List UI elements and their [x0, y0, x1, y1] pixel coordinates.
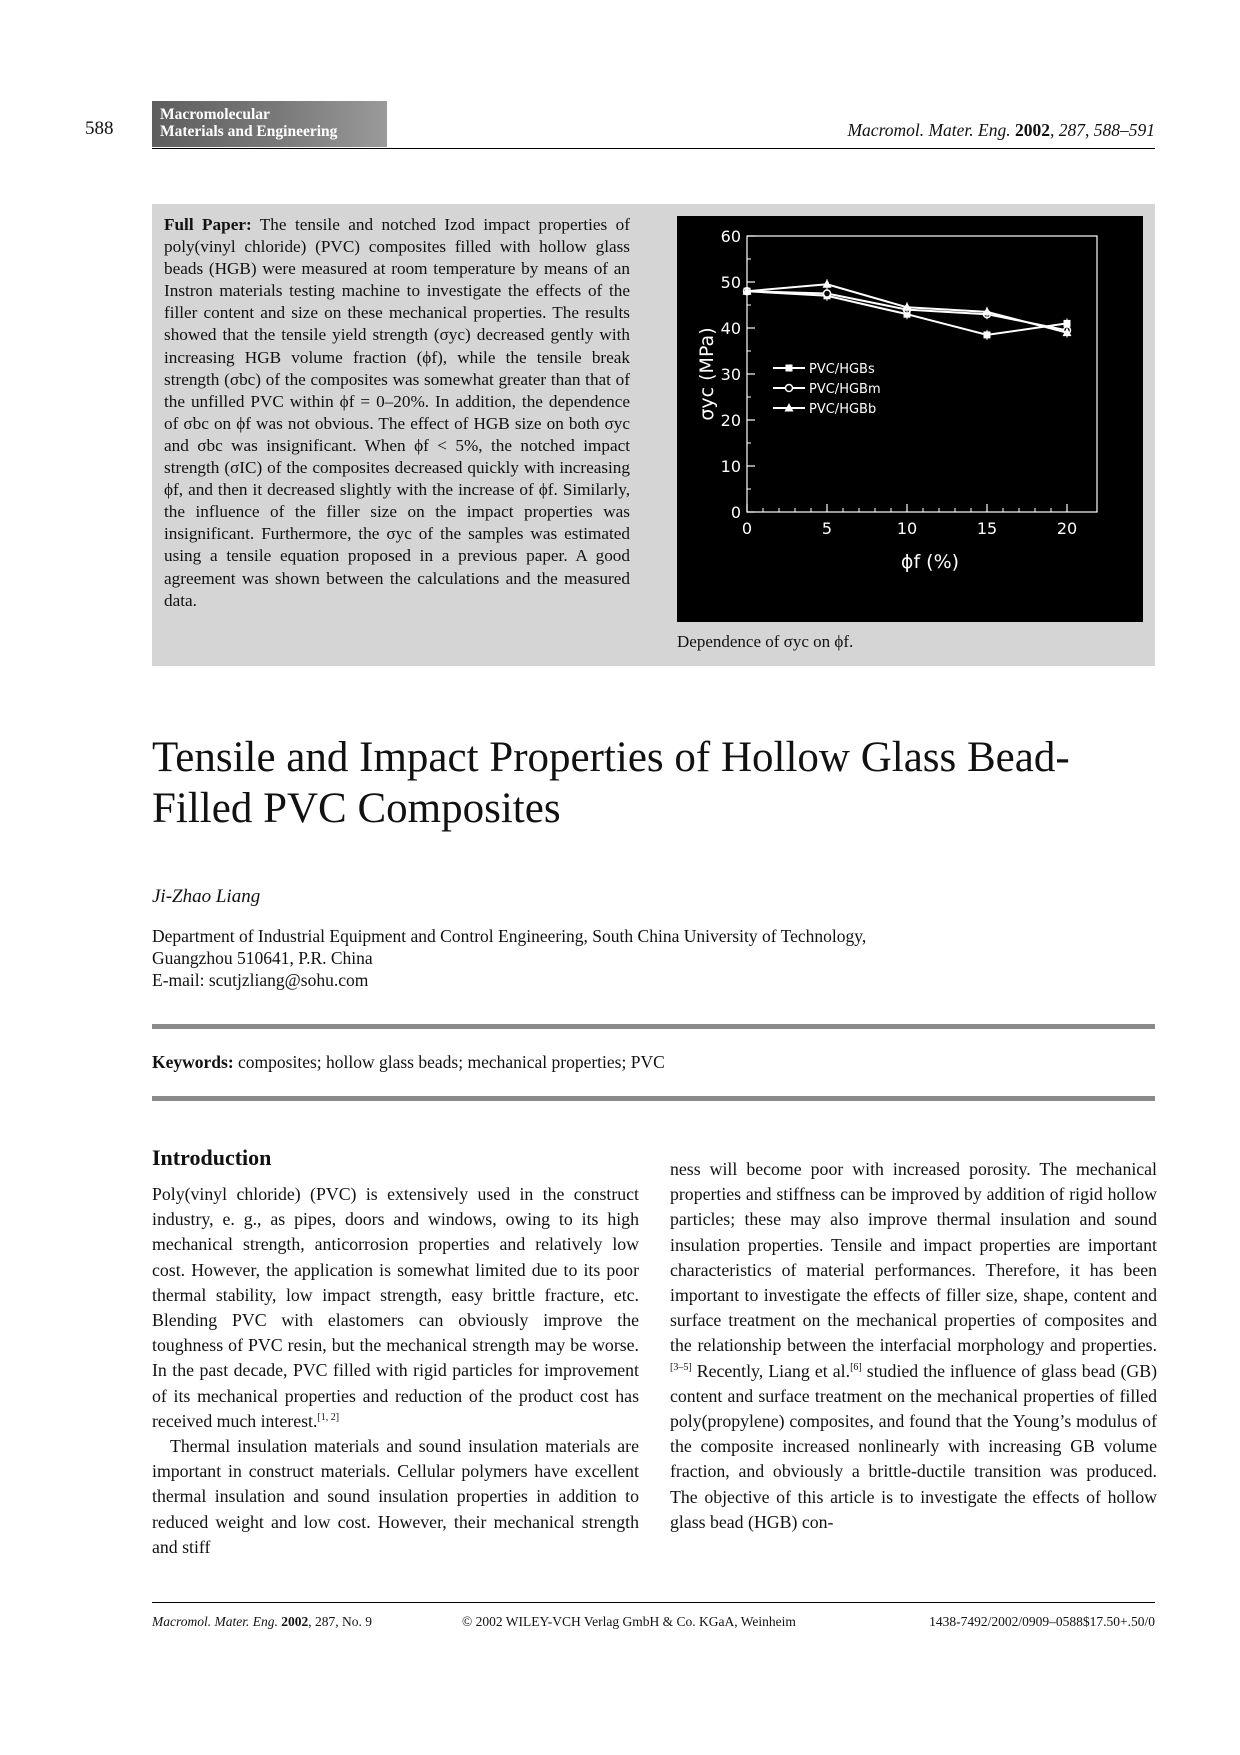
footer-citation — [152, 1614, 372, 1630]
affiliation-line1: Department of Industrial Equipment and Control Engineering, South China University of Technology, — [152, 926, 867, 946]
intro-p2-text-end: studied the influence of glass bead (GB) content and surface treatment on the mechanical properties of filled poly(propylene) composites, and found that the Young’s modulus of the composite increased nonlinearly with increasing GB volume fraction, and obviously a brittle-ductile transition was produced. The objective of this article is to investigate the effects of hollow glass bead (HGB) con- — [670, 1360, 1157, 1532]
abstract-body: The tensile and notched Izod impact properties of poly(vinyl chloride) (PVC) composites filled with hollow glass beads (HGB) were measured at room temperature by means of an Instron materials testing machine to investigate the effects of the filler content and size on these mechanical properties. The results showed that the tensile yield strength (σyc) decreased gently with increasing HGB volume fraction (ϕf), while the tensile break strength (σbc) of the composites was somewhat greater than that of the unfilled PVC within ϕf = 0–20%. In addition, the dependence of σbc on ϕf was not obvious. The effect of HGB size on both σyc and σbc was insignificant. When ϕf < 5%, the notched impact strength (σIC) of the composites decreased quickly with increasing ϕf, and then it decreased slightly with the increase of ϕf. Similarly, the influence of the filler size on the impact properties was insignificant. Furthermore, the σyc of the samples was estimated using a tensile equation proposed in a previous paper. A good agreement was shown between the calculations and the measured data. — [164, 215, 630, 610]
legend-marker — [786, 385, 793, 392]
keywords-text: composites; hollow glass beads; mechanical properties; PVC — [233, 1052, 665, 1072]
keywords-top-rule — [152, 1024, 1155, 1029]
intro-p2-text-part2: ness will become poor with increased porosity. The mechanical properties and stiffness can be improved by addition of rigid hollow particles; these may also improve thermal insulation and sound insulation properties. Tensile and impact properties are important characteristics of material performances. Therefore, it has been important to investigate the effects of filler size, shape, content and surface treatment on the mechanical properties of composites and the relationship between the interfacial morphology and properties. — [670, 1159, 1157, 1356]
author: Ji-Zhao Liang — [152, 886, 261, 907]
x-tick-label: 5 — [821, 519, 833, 538]
data-point — [984, 331, 991, 338]
figure-caption: Dependence of σyc on ϕf. — [677, 632, 854, 651]
x-tick-label: 15 — [976, 519, 998, 538]
y-tick-label: 0 — [730, 503, 741, 522]
plot-area — [747, 236, 1097, 512]
y-axis-label: σyc (MPa) — [696, 327, 718, 421]
citation-6: [6] — [850, 1361, 862, 1373]
legend-label: PVC/HGBs — [809, 362, 875, 377]
abstract-text — [164, 214, 630, 612]
footer-volume: , 287, No. 9 — [308, 1614, 372, 1629]
body-column-right — [670, 1157, 1157, 1535]
keywords-bottom-rule — [152, 1096, 1155, 1101]
running-head-journal: Macromol. Mater. Eng. — [847, 120, 1011, 140]
x-tick-label: 0 — [741, 519, 753, 538]
running-head — [847, 120, 1155, 141]
intro-p2-text-part1: Thermal insulation materials and sound insulation materials are important in construct materials. Cellular polymers have excellent thermal insulation and sound insulation properties in addition to reduced weight and low cost. However, their mechanical strength and stiff — [152, 1436, 639, 1557]
article-title: Tensile and Impact Properties of Hollow Glass Bead-Filled PVC Composites — [152, 734, 1070, 832]
intro-paragraph-2-start — [152, 1434, 639, 1560]
x-tick-label: 10 — [896, 519, 918, 538]
keywords — [152, 1052, 665, 1073]
citation-1-2: [1, 2] — [317, 1411, 340, 1423]
journal-logo — [152, 101, 387, 147]
legend-label: PVC/HGBm — [809, 382, 881, 397]
x-tick-label: 20 — [1056, 519, 1078, 538]
page-number: 588 — [85, 118, 114, 139]
header-rule — [152, 148, 1155, 149]
intro-paragraph-1 — [152, 1182, 639, 1434]
footer-year: 2002 — [281, 1614, 309, 1629]
affiliation-email: E-mail: scutjzliang@sohu.com — [152, 970, 369, 990]
y-tick-label: 40 — [720, 319, 741, 338]
intro-paragraph-2-continued — [670, 1157, 1157, 1535]
footer-rule — [152, 1602, 1155, 1603]
section-heading-introduction: Introduction — [152, 1145, 272, 1170]
x-axis-label: ϕf (%) — [900, 551, 960, 573]
intro-p2-text-mid: Recently, Liang et al. — [691, 1360, 851, 1381]
intro-p1-text: Poly(vinyl chloride) (PVC) is extensively used in the construct industry, e. g., as pipes, doors and windows, owing to its high mechanical strength, anticorrosion properties and relatively low cost. However, the application is somewhat limited due to its poor thermal stability, low impact strength, easy brittle fracture, etc. Blending PVC with elastomers can obviously improve the toughness of PVC resin, but the mechanical strength may be worse. In the past decade, PVC filled with rigid particles for improvement of its mechanical properties and reduction of the product cost has received much interest. — [152, 1184, 639, 1431]
yield-strength-chart — [677, 216, 1143, 622]
affiliation-line2: Guangzhou 510641, P.R. China — [152, 948, 373, 968]
data-point — [824, 290, 831, 297]
running-head-rest: , 287, 588–591 — [1050, 120, 1155, 140]
y-tick-label: 50 — [720, 273, 741, 292]
footer-journal: Macromol. Mater. Eng. — [152, 1614, 278, 1629]
citation-3-5: [3–5] — [670, 1361, 692, 1373]
keywords-label: Keywords: — [152, 1052, 234, 1072]
abstract-label: Full Paper: — [164, 215, 252, 234]
chart-frame — [677, 216, 1143, 622]
y-tick-label: 20 — [720, 411, 741, 430]
body-column-left — [152, 1182, 639, 1560]
affiliation — [152, 925, 1112, 991]
journal-logo-line2: Materials and Engineering — [160, 123, 338, 140]
y-tick-label: 30 — [720, 365, 741, 384]
running-head-year: 2002 — [1015, 120, 1050, 140]
y-tick-label: 10 — [720, 457, 741, 476]
data-point — [823, 279, 832, 288]
journal-logo-line1: Macromolecular — [160, 106, 270, 123]
footer-doi: 1438-7492/2002/0909–0588$17.50+.50/0 — [929, 1614, 1155, 1629]
footer-copyright: © 2002 WILEY-VCH Verlag GmbH & Co. KGaA, Weinheim — [462, 1614, 796, 1629]
y-tick-label: 60 — [720, 227, 741, 246]
legend-label: PVC/HGBb — [809, 402, 877, 417]
legend-marker — [786, 365, 793, 372]
